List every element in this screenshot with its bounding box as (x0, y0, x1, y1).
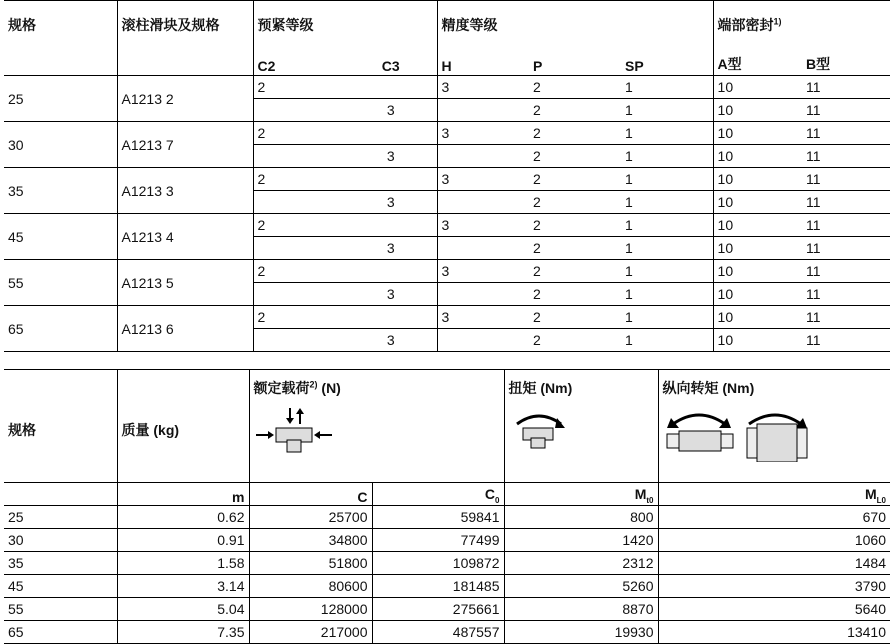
cell-c3: 3 (345, 145, 437, 168)
cell-size: 35 (4, 552, 117, 575)
cell-p: 2 (529, 99, 621, 122)
cell-mt: 2312 (504, 552, 658, 575)
cell-c0: 181485 (372, 575, 504, 598)
cell-b: 11 (802, 76, 890, 99)
cell-ml: 5640 (658, 598, 890, 621)
cell-ml: 3790 (658, 575, 890, 598)
table-row (4, 260, 890, 283)
cell-size: 55 (4, 598, 117, 621)
cell-c2: 2 (253, 168, 345, 191)
cell-c: 25700 (249, 506, 372, 529)
cell-c3: 3 (345, 329, 437, 352)
load-table (4, 369, 890, 644)
sub-h: H (437, 53, 529, 76)
table-row (4, 598, 890, 621)
load-direction-icon (254, 406, 334, 456)
cell-mt: 5260 (504, 575, 658, 598)
cell-p: 2 (529, 145, 621, 168)
cell-sp: 1 (621, 191, 713, 214)
cell-a: 10 (713, 237, 802, 260)
cell-size: 65 (4, 621, 117, 644)
header-accuracy: 精度等级 (437, 1, 713, 54)
cell-b: 11 (802, 283, 890, 306)
cell-c2: 2 (253, 260, 345, 283)
table-row (4, 621, 890, 644)
cell-ml: 1484 (658, 552, 890, 575)
cell-sp: 1 (621, 283, 713, 306)
cell-size: 45 (4, 575, 117, 598)
cell-sp: 1 (621, 237, 713, 260)
t2-header-load: 额定载荷$^{2)}$ (N) (249, 370, 504, 483)
cell-sp: 1 (621, 329, 713, 352)
cell-b: 11 (802, 237, 890, 260)
cell-m: 0.62 (117, 506, 249, 529)
table-row (4, 506, 890, 529)
table-row (4, 575, 890, 598)
cell-a: 10 (713, 99, 802, 122)
cell-h: 3 (437, 168, 529, 191)
cell-b: 11 (802, 306, 890, 329)
cell-size: 35 (4, 168, 117, 214)
unit-c0: $C_0$ (372, 483, 504, 506)
cell-c: 128000 (249, 598, 372, 621)
cell-p: 2 (529, 329, 621, 352)
cell-c: 51800 (249, 552, 372, 575)
cell-c: 217000 (249, 621, 372, 644)
cell-m: 7.35 (117, 621, 249, 644)
cell-h: 3 (437, 76, 529, 99)
cell-mt: 1420 (504, 529, 658, 552)
cell-h: 3 (437, 306, 529, 329)
cell-a: 10 (713, 168, 802, 191)
t2-header-size: 规格 (4, 370, 117, 483)
cell-c2: 2 (253, 214, 345, 237)
cell-ml: 13410 (658, 621, 890, 644)
cell-c: 34800 (249, 529, 372, 552)
cell-p: 2 (529, 214, 621, 237)
table-row (4, 168, 890, 191)
cell-part: A1213 5 (117, 260, 253, 306)
cell-c0: 77499 (372, 529, 504, 552)
cell-p: 2 (529, 191, 621, 214)
table-row (4, 76, 890, 99)
cell-p: 2 (529, 76, 621, 99)
cell-size: 55 (4, 260, 117, 306)
cell-c3: 3 (345, 237, 437, 260)
cell-sp: 1 (621, 168, 713, 191)
cell-a: 10 (713, 306, 802, 329)
cell-c0: 275661 (372, 598, 504, 621)
cell-c3: 3 (345, 99, 437, 122)
cell-part: A1213 4 (117, 214, 253, 260)
t2-header-moment: 纵向转矩 (Nm) (658, 370, 890, 483)
header-block: 滚柱滑块及规格 (117, 1, 253, 54)
cell-c3: 3 (345, 191, 437, 214)
header-preload: 预紧等级 (253, 1, 437, 54)
cell-b: 11 (802, 214, 890, 237)
cell-h: 3 (437, 214, 529, 237)
sub-c2: C2 (253, 53, 345, 76)
cell-part: A1213 2 (117, 76, 253, 122)
cell-a: 10 (713, 76, 802, 99)
cell-a: 10 (713, 260, 802, 283)
unit-ml: $M_{L0}$ (658, 483, 890, 506)
cell-c0: 59841 (372, 506, 504, 529)
sub-p: P (529, 53, 621, 76)
cell-b: 11 (802, 99, 890, 122)
cell-p: 2 (529, 260, 621, 283)
cell-sp: 1 (621, 122, 713, 145)
cell-part: A1213 7 (117, 122, 253, 168)
torque-icon (509, 406, 569, 452)
cell-size: 45 (4, 214, 117, 260)
cell-sp: 1 (621, 306, 713, 329)
cell-h: 3 (437, 260, 529, 283)
t2-header-mass: 质量 (kg) (117, 370, 249, 483)
cell-mt: 19930 (504, 621, 658, 644)
cell-size: 25 (4, 76, 117, 122)
cell-p: 2 (529, 237, 621, 260)
cell-a: 10 (713, 283, 802, 306)
cell-part: A1213 6 (117, 306, 253, 352)
cell-b: 11 (802, 191, 890, 214)
cell-m: 0.91 (117, 529, 249, 552)
cell-size: 30 (4, 529, 117, 552)
cell-c0: 109872 (372, 552, 504, 575)
cell-size: 65 (4, 306, 117, 352)
sub-sp: SP (621, 53, 713, 76)
cell-size: 25 (4, 506, 117, 529)
cell-c2: 2 (253, 306, 345, 329)
cell-c2: 2 (253, 76, 345, 99)
cell-m: 5.04 (117, 598, 249, 621)
cell-sp: 1 (621, 99, 713, 122)
t2-header-torque: 扭矩 (Nm) (504, 370, 658, 483)
cell-ml: 670 (658, 506, 890, 529)
table-row (4, 552, 890, 575)
cell-part: A1213 3 (117, 168, 253, 214)
unit-mt: $M_{t0}$ (504, 483, 658, 506)
cell-c: 80600 (249, 575, 372, 598)
cell-m: 3.14 (117, 575, 249, 598)
cell-h: 3 (437, 122, 529, 145)
cell-a: 10 (713, 329, 802, 352)
cell-sp: 1 (621, 145, 713, 168)
moment-icon (663, 406, 813, 462)
sub-b: B型 (802, 53, 890, 76)
cell-b: 11 (802, 145, 890, 168)
cell-a: 10 (713, 214, 802, 237)
table-row (4, 529, 890, 552)
cell-sp: 1 (621, 76, 713, 99)
cell-c3: 3 (345, 283, 437, 306)
cell-p: 2 (529, 168, 621, 191)
unit-c: C (249, 483, 372, 506)
table-row (4, 122, 890, 145)
accuracy-table (4, 0, 890, 352)
cell-sp: 1 (621, 214, 713, 237)
sub-a: A型 (713, 53, 802, 76)
header-seal: 端部密封$^{1)}$ (713, 1, 890, 54)
cell-b: 11 (802, 260, 890, 283)
cell-p: 2 (529, 283, 621, 306)
cell-b: 11 (802, 168, 890, 191)
cell-b: 11 (802, 122, 890, 145)
cell-mt: 800 (504, 506, 658, 529)
cell-a: 10 (713, 145, 802, 168)
sub-c3: C3 (345, 53, 437, 76)
cell-p: 2 (529, 306, 621, 329)
table-row (4, 306, 890, 329)
cell-p: 2 (529, 122, 621, 145)
cell-mt: 8870 (504, 598, 658, 621)
cell-c0: 487557 (372, 621, 504, 644)
cell-sp: 1 (621, 260, 713, 283)
unit-m: m (117, 483, 249, 506)
header-size: 规格 (4, 1, 117, 54)
cell-c2: 2 (253, 122, 345, 145)
cell-a: 10 (713, 122, 802, 145)
table-row (4, 214, 890, 237)
cell-m: 1.58 (117, 552, 249, 575)
cell-size: 30 (4, 122, 117, 168)
cell-a: 10 (713, 191, 802, 214)
cell-ml: 1060 (658, 529, 890, 552)
cell-b: 11 (802, 329, 890, 352)
